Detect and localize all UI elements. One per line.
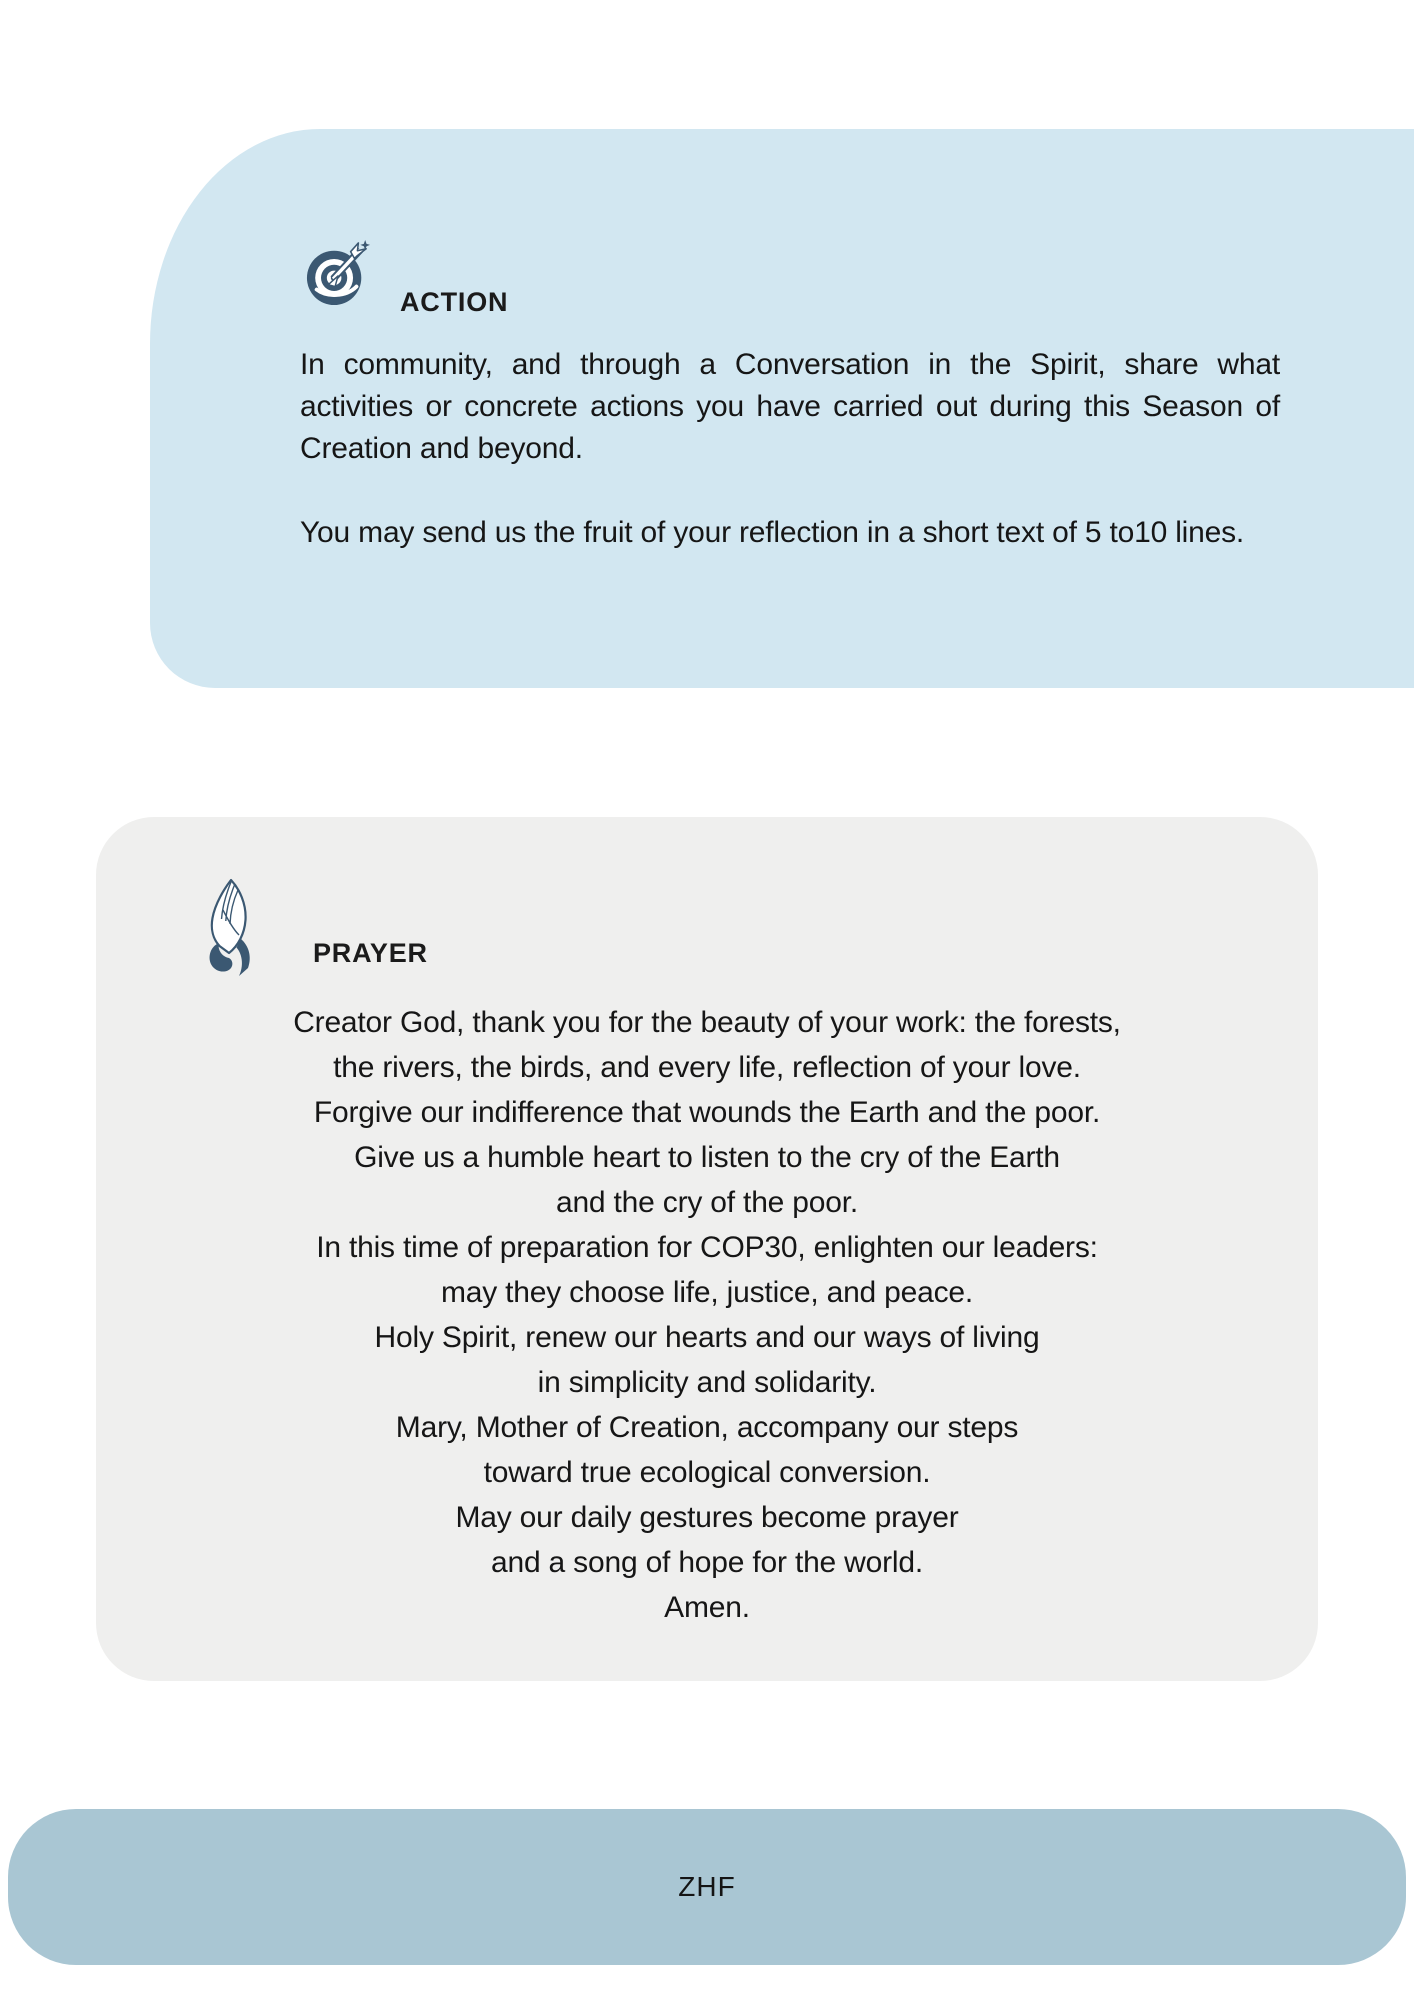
prayer-line: May our daily gestures become prayer (455, 1501, 959, 1534)
prayer-line: in simplicity and solidarity. (537, 1366, 877, 1399)
prayer-line: Mary, Mother of Creation, accompany our steps (395, 1411, 1019, 1444)
prayer-line: In this time of preparation for COP30, enlighten our leaders: (316, 1231, 1098, 1264)
footer-bar (8, 1809, 1406, 1965)
action-paragraph: In community, and through a Conversation in the Spirit, share what activities or concrete actions you have carried out during this Season of Creation and beyond. (300, 348, 1280, 465)
prayer-line: and the cry of the poor. (555, 1186, 859, 1219)
prayer-section-card (96, 817, 1318, 1681)
prayer-line: toward true ecological conversion. (483, 1456, 931, 1489)
prayer-line: may they choose life, justice, and peace. (440, 1276, 974, 1309)
target-arrow-icon (305, 239, 371, 309)
prayer-line: Amen. (664, 1591, 750, 1624)
action-section-card (150, 129, 1414, 688)
action-title: ACTION (400, 287, 509, 318)
action-body (300, 344, 1280, 554)
footer-label: ZHF (678, 1871, 736, 1902)
action-paragraph: You may send us the fruit of your reflection in a short text of 5 to10 lines. (300, 516, 1245, 549)
prayer-line: Give us a humble heart to listen to the cry of the Earth (354, 1141, 1060, 1174)
prayer-line: Creator God, thank you for the beauty of your work: the forests, (293, 1006, 1121, 1039)
prayer-line: Forgive our indifference that wounds the Earth and the poor. (313, 1096, 1101, 1129)
prayer-line: and a song of hope for the world. (490, 1546, 924, 1579)
praying-hands-icon (202, 877, 268, 977)
prayer-line: the rivers, the birds, and every life, reflection of your love. (333, 1051, 1081, 1084)
prayer-body (96, 1000, 1318, 1630)
prayer-title: PRAYER (313, 938, 428, 969)
prayer-line: Holy Spirit, renew our hearts and our ways of living (374, 1321, 1040, 1354)
